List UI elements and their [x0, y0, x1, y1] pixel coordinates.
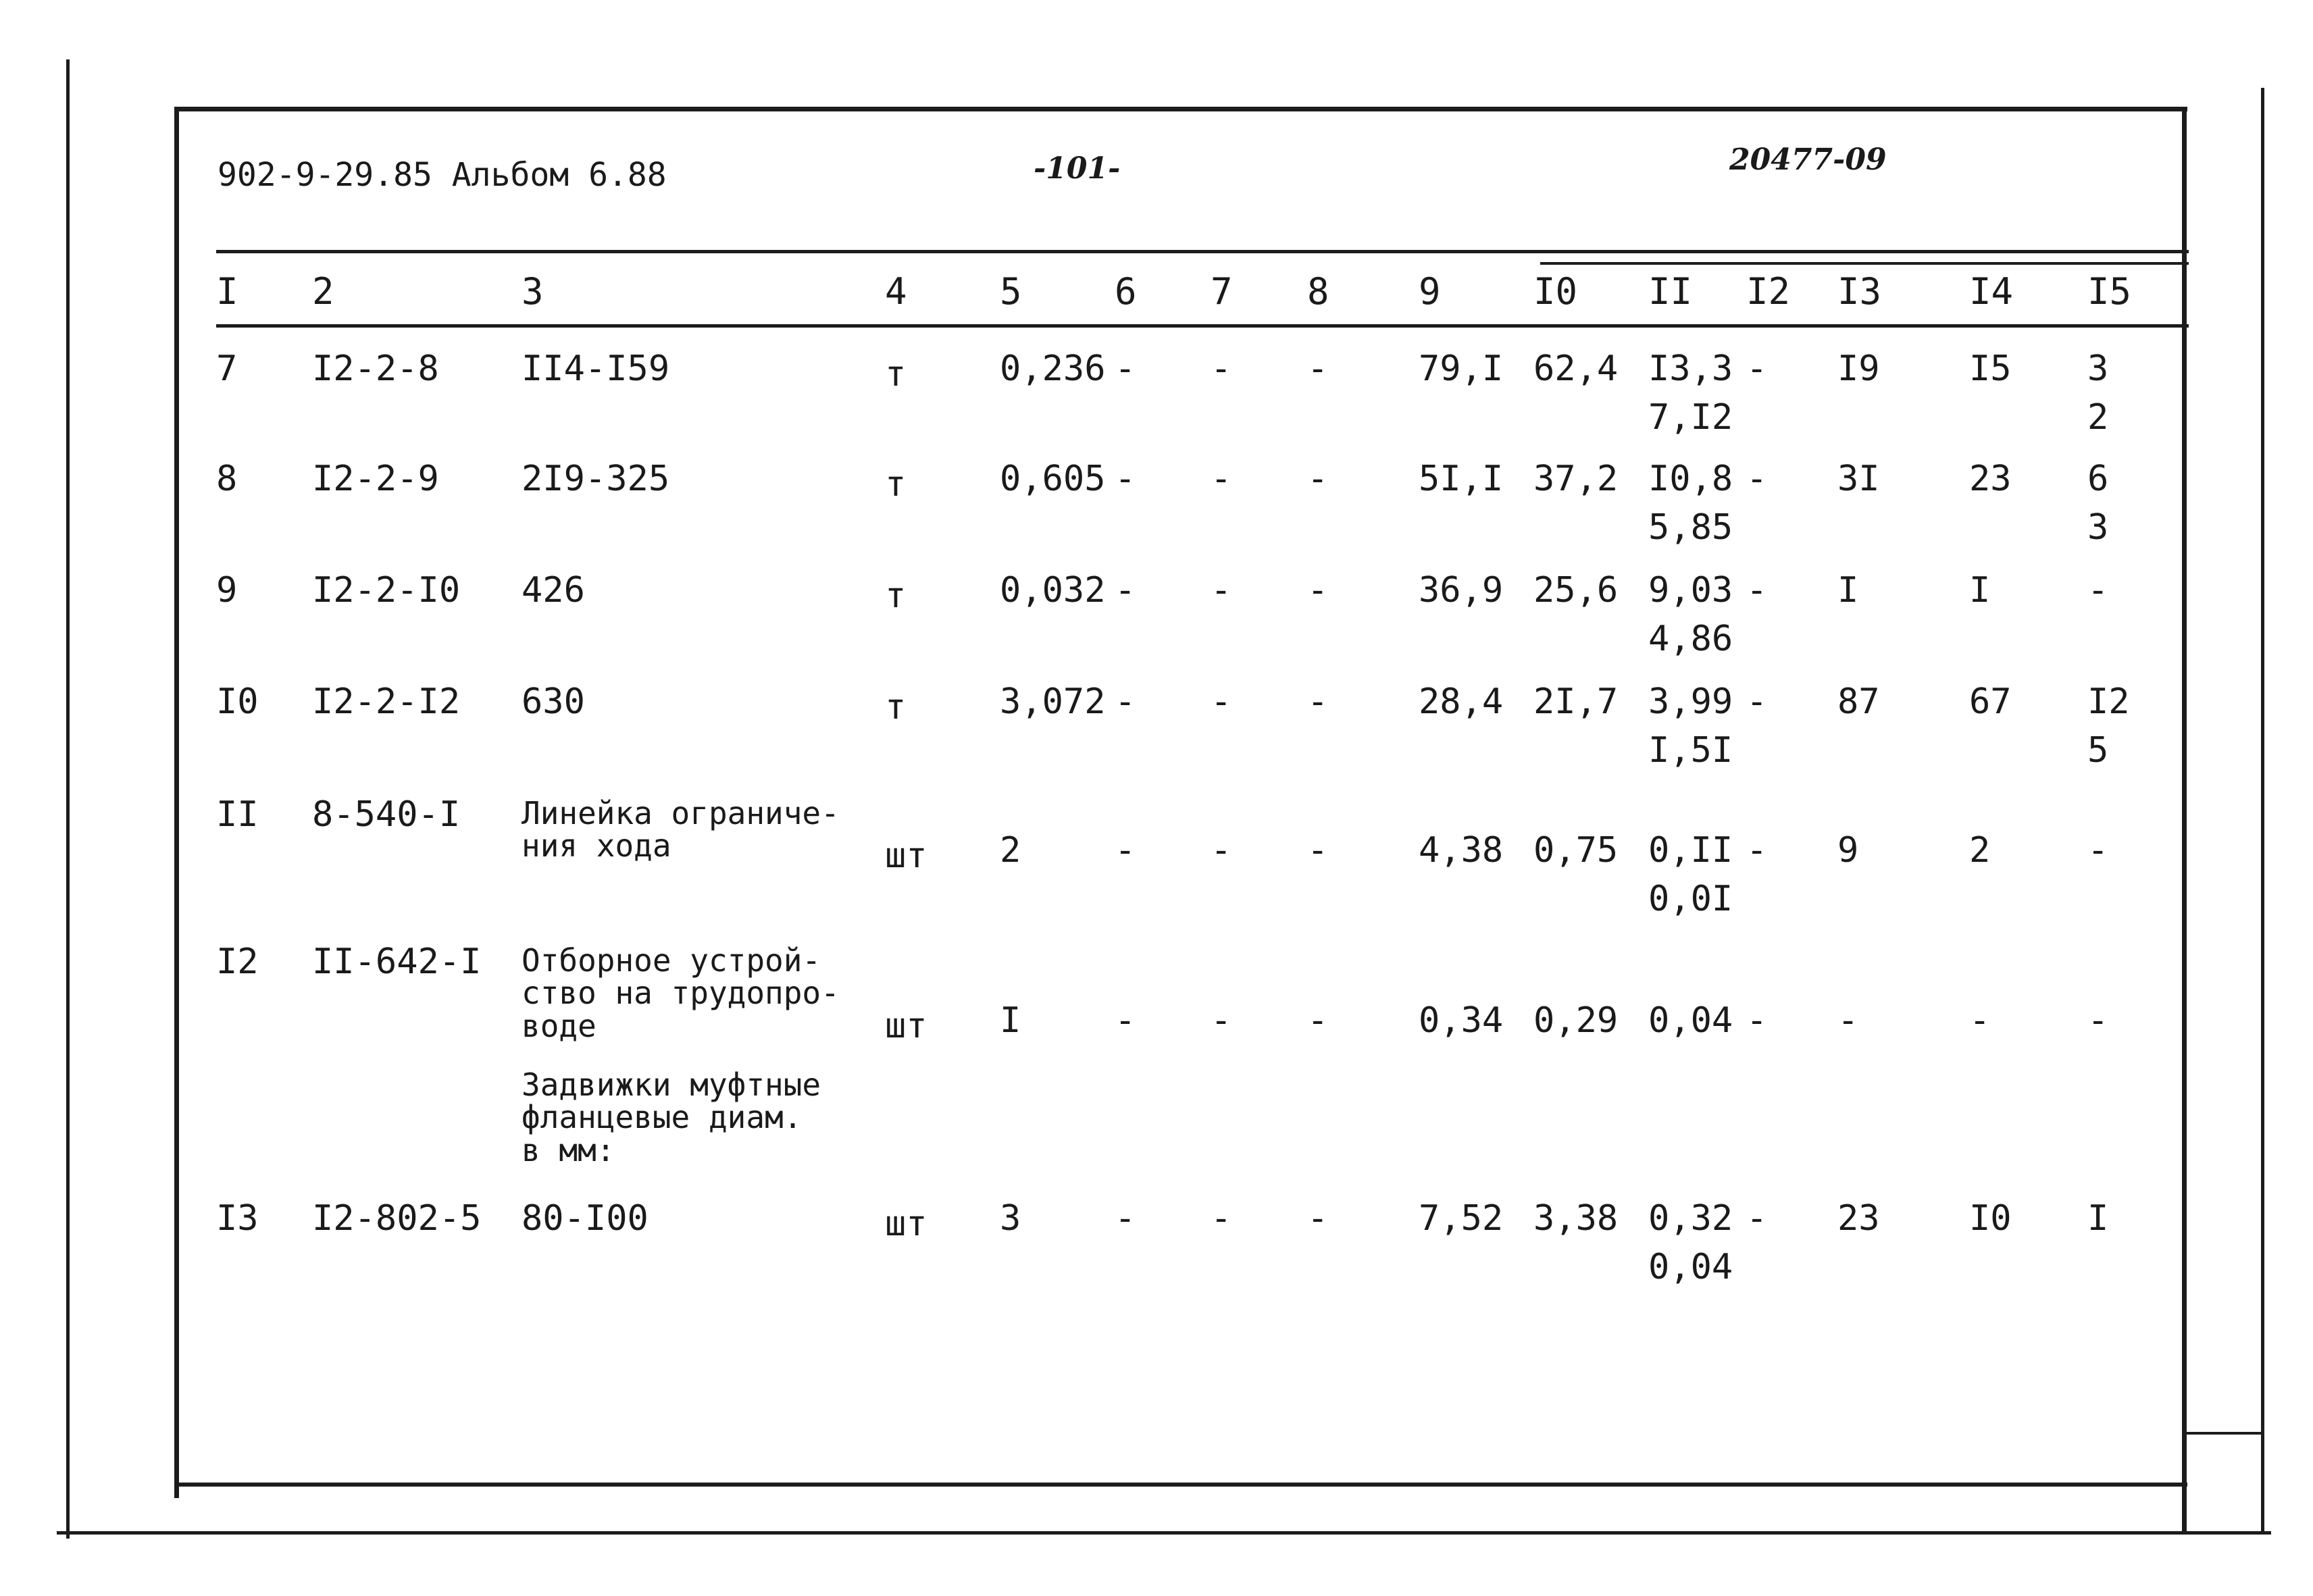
table-cell: - [1115, 1000, 1136, 1041]
table-cell: - [1746, 1198, 1768, 1239]
column-header: 5 [1000, 270, 1022, 313]
table-cell: 0,04 [1648, 1000, 1733, 1041]
table-cell: - [1307, 349, 1329, 389]
right-margin-line [2261, 88, 2264, 1533]
column-header: I0 [1533, 270, 1578, 313]
inner-frame-right [2182, 107, 2187, 1533]
table-cell: - [1211, 570, 1232, 611]
table-cell: - [1211, 830, 1232, 871]
column-header: I [216, 270, 238, 313]
table-cell: 87 [1837, 681, 1880, 722]
table-cell-description: 426 [522, 570, 585, 611]
table-cell-description: Линейка ограниче- ния хода [522, 795, 840, 865]
table-cell: I [1969, 570, 1991, 611]
table-cell: шт [885, 1204, 927, 1244]
table-cell: 3 [2087, 507, 2109, 548]
table-cell: - [1211, 1198, 1232, 1239]
table-cell: т [885, 464, 907, 505]
table-cell: - [1211, 349, 1232, 389]
table-cell: 2I,7 [1533, 681, 1619, 722]
table-cell: 0,II [1648, 830, 1733, 871]
table-header-top-rule-ext [1540, 262, 2189, 265]
table-header-bottom-rule [216, 324, 2189, 328]
table-cell: - [2087, 570, 2109, 611]
table-cell: 6 [2087, 459, 2109, 499]
table-cell: - [1746, 459, 1768, 499]
left-margin-line [66, 59, 70, 1539]
table-cell: т [885, 354, 907, 394]
table-cell: т [885, 687, 907, 727]
table-cell: 0,29 [1533, 1000, 1619, 1041]
table-cell: I0 [216, 681, 259, 722]
table-cell: 7,52 [1419, 1198, 1504, 1239]
table-cell: - [1307, 1198, 1329, 1239]
table-cell: I5 [1969, 349, 2012, 389]
column-header: 2 [312, 270, 334, 313]
table-cell: 23 [1837, 1198, 1880, 1239]
table-cell: - [1307, 1000, 1329, 1041]
table-cell: 0,04 [1648, 1247, 1733, 1287]
table-cell: - [1211, 1000, 1232, 1041]
table-cell: 3,072 [1000, 681, 1106, 722]
table-cell: 2 [2087, 397, 2109, 438]
table-cell: I2 [216, 942, 259, 982]
document-reference: 902-9-29.85 Альбом 6.88 [218, 156, 667, 194]
table-cell: - [1211, 459, 1232, 499]
table-cell: 9 [216, 570, 238, 611]
column-header: 6 [1115, 270, 1137, 313]
table-cell: 79,I [1419, 349, 1504, 389]
inner-frame-left [174, 107, 179, 1498]
table-cell: 5,85 [1648, 507, 1733, 548]
group-heading: Задвижки муфтные фланцевые диам. в мм: [522, 1066, 821, 1168]
table-header-top-rule [216, 250, 2189, 253]
table-cell: 28,4 [1419, 681, 1504, 722]
table-cell: 5 [2087, 730, 2109, 771]
table-cell: 2 [1000, 830, 1021, 871]
table-cell: 0,0I [1648, 879, 1733, 919]
table-cell: 0,032 [1000, 570, 1106, 611]
table-cell: 0,34 [1419, 1000, 1504, 1041]
table-cell: I3,3 [1648, 349, 1733, 389]
table-cell: - [1746, 681, 1768, 722]
table-cell: 37,2 [1533, 459, 1619, 499]
table-cell: I [1000, 1000, 1021, 1041]
table-cell: - [1115, 681, 1136, 722]
table-cell: 3 [1000, 1198, 1021, 1239]
table-cell: шт [885, 835, 927, 876]
table-cell: 0,32 [1648, 1198, 1733, 1239]
table-cell: 8-540-I [312, 794, 461, 835]
table-cell-description: 630 [522, 681, 585, 722]
inventory-number: 20477-09 [1729, 143, 1887, 177]
table-cell: I2-802-5 [312, 1198, 482, 1239]
side-stamp-divider [2185, 1432, 2263, 1435]
table-cell: 8 [216, 459, 238, 499]
table-cell: 7,I2 [1648, 397, 1733, 438]
table-cell: 3I [1837, 459, 1880, 499]
column-header: I2 [1746, 270, 1791, 313]
table-cell: I,5I [1648, 730, 1733, 771]
table-cell: 0,605 [1000, 459, 1106, 499]
inner-frame-top [174, 107, 2187, 111]
table-cell: - [1115, 349, 1136, 389]
column-header: 3 [522, 270, 544, 313]
table-cell: - [1746, 830, 1768, 871]
table-cell: - [1307, 459, 1329, 499]
table-cell: 7 [216, 349, 238, 389]
column-header: I5 [2087, 270, 2132, 313]
table-cell: I2-2-I0 [312, 570, 461, 611]
table-cell: - [1837, 1000, 1859, 1041]
table-cell: I2-2-9 [312, 459, 439, 499]
table-cell: - [1115, 1198, 1136, 1239]
table-cell: I0,8 [1648, 459, 1733, 499]
table-cell: 9,03 [1648, 570, 1733, 611]
table-cell: - [2087, 1000, 2109, 1041]
table-cell: I2 [2087, 681, 2130, 722]
table-cell: - [1307, 830, 1329, 871]
table-cell-description: Отборное устрой- ство на трудопро- воде [522, 942, 840, 1044]
table-cell: - [1211, 681, 1232, 722]
table-cell: 4,38 [1419, 830, 1504, 871]
column-header: II [1648, 270, 1693, 313]
table-cell: 0,75 [1533, 830, 1619, 871]
table-cell-description: 80-I00 [522, 1198, 649, 1239]
column-header: I4 [1969, 270, 2014, 313]
table-cell: 36,9 [1419, 570, 1504, 611]
table-cell-description: II4-I59 [522, 349, 670, 389]
table-cell: - [1115, 459, 1136, 499]
column-header: I3 [1837, 270, 1882, 313]
table-cell: - [1115, 830, 1136, 871]
table-cell: - [1307, 681, 1329, 722]
table-cell: 62,4 [1533, 349, 1619, 389]
table-cell: 3,38 [1533, 1198, 1619, 1239]
table-cell: I3 [216, 1198, 259, 1239]
table-cell: - [1307, 570, 1329, 611]
table-cell: 4,86 [1648, 619, 1733, 659]
table-cell: 67 [1969, 681, 2012, 722]
table-cell: 0,236 [1000, 349, 1106, 389]
table-cell: II [216, 794, 259, 835]
table-cell: - [1115, 570, 1136, 611]
bottom-margin-line [57, 1531, 2271, 1535]
table-cell: - [1969, 1000, 1991, 1041]
table-cell: 2 [1969, 830, 1991, 871]
table-cell: т [885, 575, 907, 616]
table-cell: - [1746, 1000, 1768, 1041]
table-cell: I0 [1969, 1198, 2012, 1239]
table-cell: I [1837, 570, 1859, 611]
table-cell: I [2087, 1198, 2109, 1239]
table-cell: 9 [1837, 830, 1859, 871]
table-cell: - [1746, 349, 1768, 389]
table-cell: шт [885, 1006, 927, 1046]
column-header: 8 [1307, 270, 1329, 313]
table-cell: 23 [1969, 459, 2012, 499]
table-cell: - [2087, 830, 2109, 871]
table-cell-description: 2I9-325 [522, 459, 670, 499]
table-cell: 25,6 [1533, 570, 1619, 611]
table-cell: 5I,I [1419, 459, 1504, 499]
table-cell: 3,99 [1648, 681, 1733, 722]
table-cell: I9 [1837, 349, 1880, 389]
column-header: 4 [885, 270, 907, 313]
page-number: -101- [1034, 151, 1121, 186]
inner-frame-bottom [174, 1483, 2187, 1487]
table-cell: II-642-I [312, 942, 482, 982]
table-cell: I2-2-I2 [312, 681, 461, 722]
table-cell: - [1746, 570, 1768, 611]
table-cell: I2-2-8 [312, 349, 439, 389]
column-header: 9 [1419, 270, 1441, 313]
table-cell: 3 [2087, 349, 2109, 389]
column-header: 7 [1211, 270, 1233, 313]
